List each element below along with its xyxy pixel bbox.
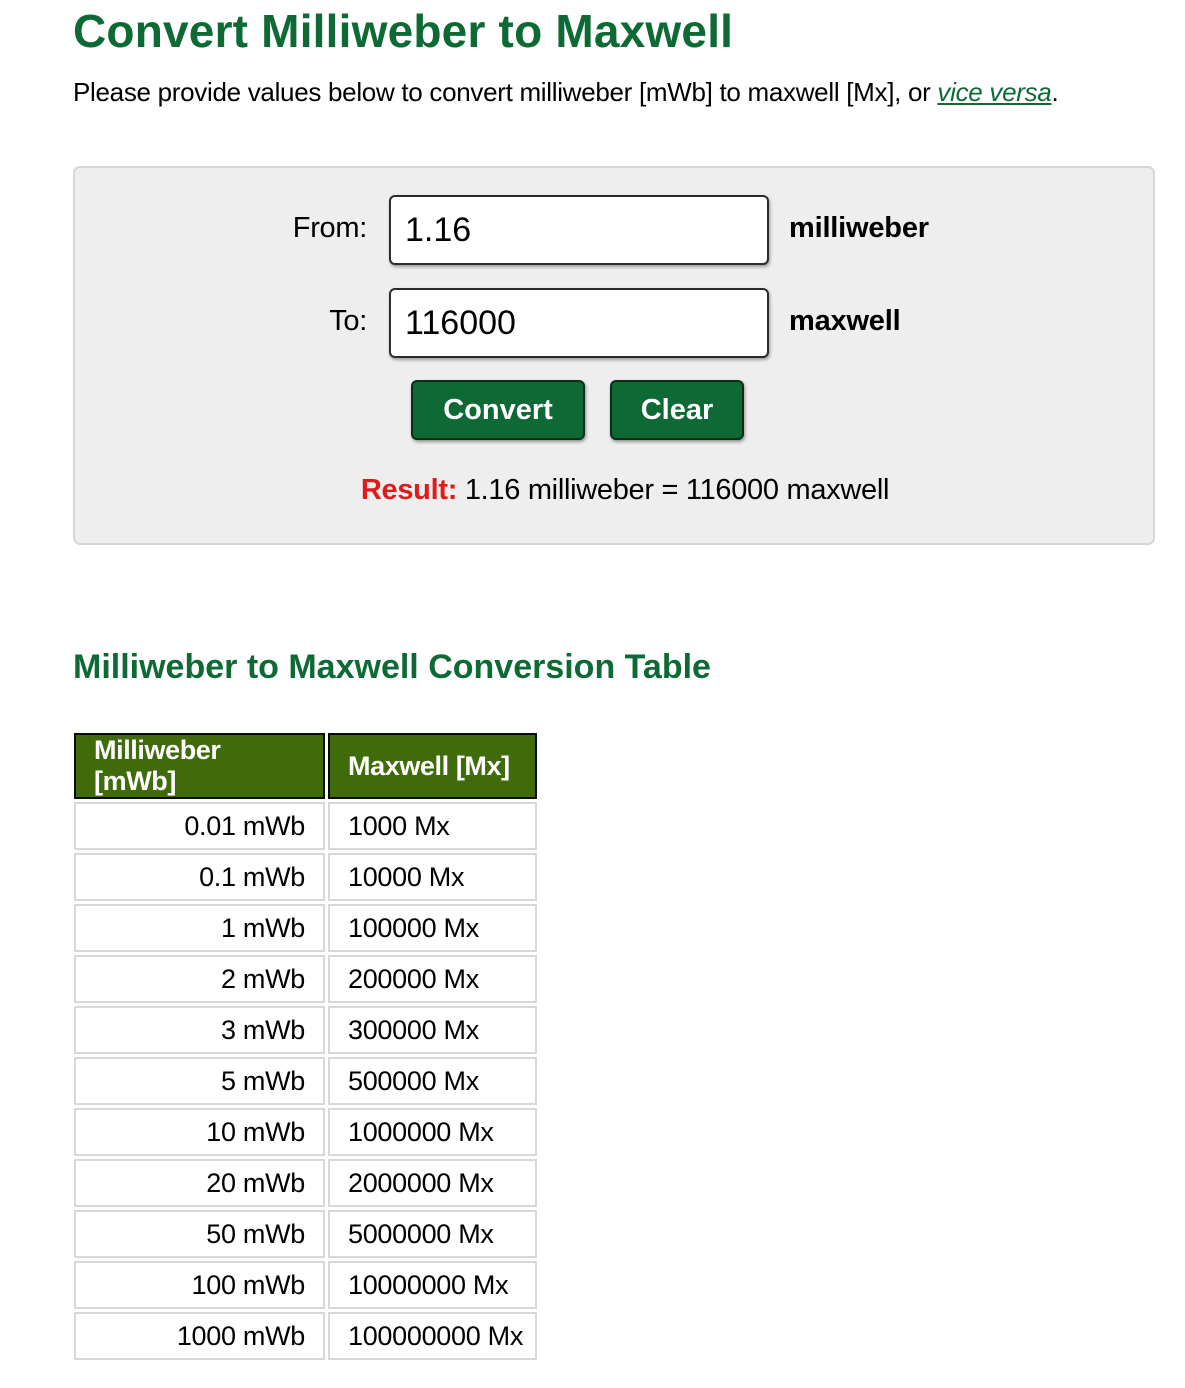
cell-milliweber: 1000 mWb (74, 1312, 325, 1360)
cell-milliweber: 1 mWb (74, 904, 325, 952)
cell-milliweber: 10 mWb (74, 1108, 325, 1156)
table-title: Milliweber to Maxwell Conversion Table (73, 648, 711, 686)
table-row (74, 853, 537, 901)
from-unit: milliweber (789, 212, 929, 244)
table-row (74, 955, 537, 1003)
convert-button[interactable]: Convert (411, 380, 585, 440)
cell-maxwell: 200000 Mx (328, 955, 537, 1003)
cell-maxwell: 300000 Mx (328, 1006, 537, 1054)
page-title: Convert Milliweber to Maxwell (73, 5, 734, 57)
cell-milliweber: 0.01 mWb (74, 802, 325, 850)
cell-milliweber: 0.1 mWb (74, 853, 325, 901)
cell-maxwell: 10000000 Mx (328, 1261, 537, 1309)
cell-milliweber: 3 mWb (74, 1006, 325, 1054)
cell-milliweber: 2 mWb (74, 955, 325, 1003)
intro-text (73, 76, 1093, 108)
clear-button[interactable]: Clear (610, 380, 744, 440)
cell-milliweber: 20 mWb (74, 1159, 325, 1207)
table-row (74, 802, 537, 850)
vice-versa-link[interactable]: vice versa (937, 77, 1052, 107)
converter-panel (73, 166, 1155, 545)
table-row (74, 1057, 537, 1105)
result-line (75, 474, 1157, 507)
to-input[interactable] (389, 288, 769, 358)
cell-maxwell: 100000000 Mx (328, 1312, 537, 1360)
cell-maxwell: 500000 Mx (328, 1057, 537, 1105)
from-label: From: (292, 212, 367, 244)
intro-body: Please provide values below to convert milliweber [mWb] to maxwell [Mx], or (73, 77, 938, 107)
conversion-table (71, 730, 540, 1363)
header-maxwell: Maxwell [Mx] (328, 733, 537, 799)
table-row (74, 1159, 537, 1207)
cell-maxwell: 5000000 Mx (328, 1210, 537, 1258)
result-text: 1.16 milliweber = 116000 maxwell (464, 474, 890, 506)
cell-maxwell: 1000000 Mx (328, 1108, 537, 1156)
cell-milliweber: 5 mWb (74, 1057, 325, 1105)
table-row (74, 1261, 537, 1309)
to-unit: maxwell (789, 305, 901, 337)
header-milliweber: Milliweber [mWb] (74, 733, 325, 799)
cell-maxwell: 100000 Mx (328, 904, 537, 952)
intro-suffix: . (1051, 77, 1059, 107)
table-row (74, 1210, 537, 1258)
cell-maxwell: 1000 Mx (328, 802, 537, 850)
cell-milliweber: 50 mWb (74, 1210, 325, 1258)
from-input[interactable] (389, 195, 769, 265)
cell-maxwell: 2000000 Mx (328, 1159, 537, 1207)
table-header-row (74, 733, 537, 799)
cell-maxwell: 10000 Mx (328, 853, 537, 901)
table-row (74, 904, 537, 952)
result-label: Result: (360, 474, 458, 506)
cell-milliweber: 100 mWb (74, 1261, 325, 1309)
to-label: To: (329, 305, 367, 337)
table-row (74, 1006, 537, 1054)
table-row (74, 1108, 537, 1156)
table-row (74, 1312, 537, 1360)
